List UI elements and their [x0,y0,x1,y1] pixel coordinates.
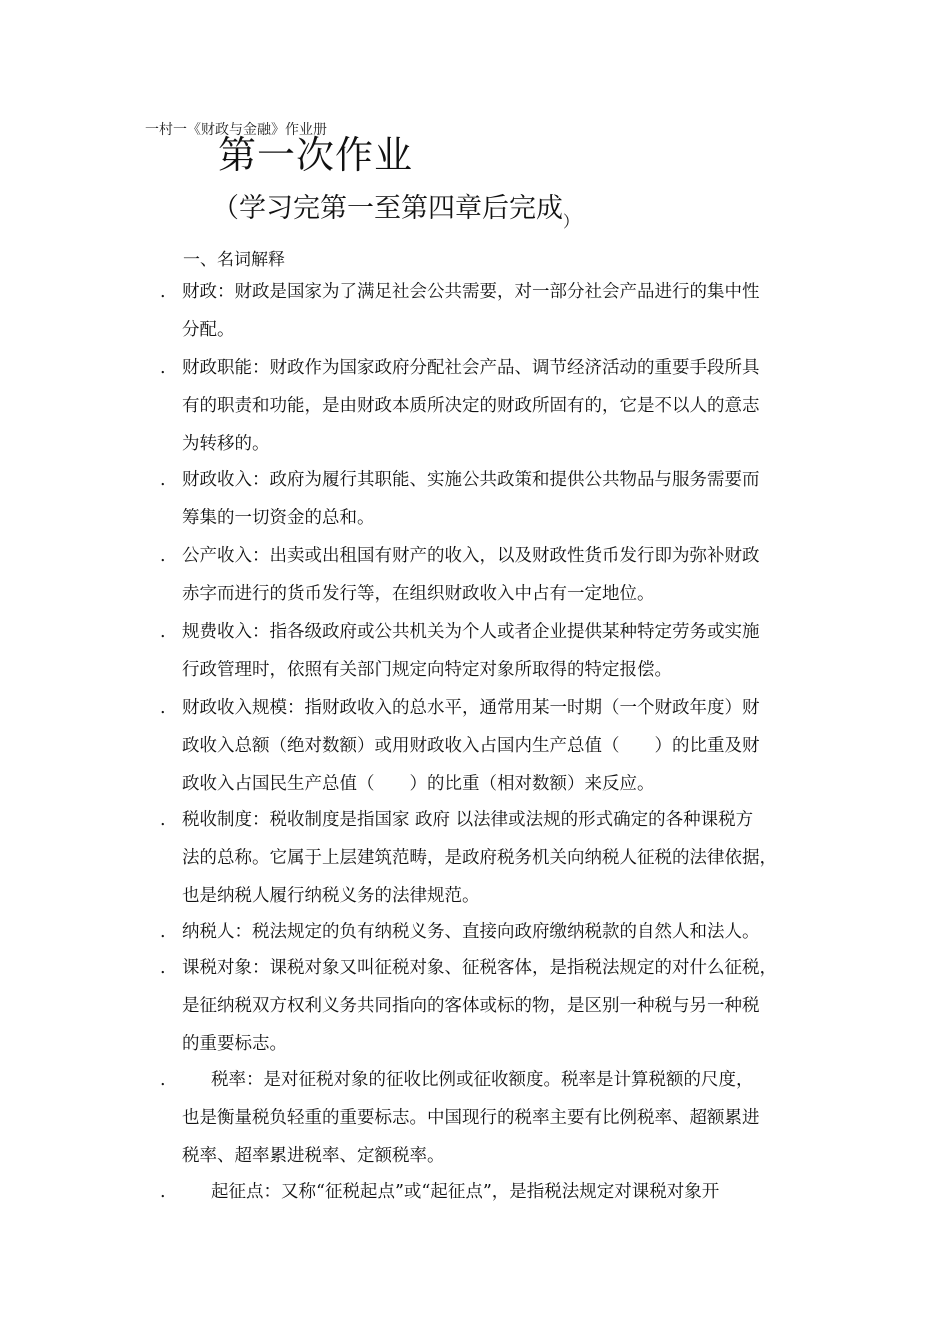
definition-line [160,846,810,884]
definition-entry [160,920,810,958]
bullet-dot: . [160,546,166,566]
definition-line [160,658,810,696]
definition-entry [160,356,810,470]
definition-text: 财政：财政是国家为了满足社会公共需要，对一部分社会产品进行的集中性 [182,282,760,302]
definition-text: 税率：是对征税对象的征收比例或征收额度。税率是计算税额的尺度， [211,1070,754,1090]
definition-line [160,808,810,846]
definition-text: 财政职能：财政作为国家政府分配社会产品、调节经济活动的重要手段所具 [182,358,760,378]
definition-entry [160,280,810,356]
definition-line [160,772,810,810]
page-subtitle [212,186,580,231]
definition-text: 课税对象：课税对象又叫征税对象、征税客体，是指税法规定的对什么征税， [182,958,777,978]
definition-line [160,920,810,958]
definition-line [160,1032,810,1070]
bullet-dot: . [160,1070,166,1090]
definition-text: 政收入占国民生产总值（ ）的比重（相对数额）来反应。 [182,774,655,794]
bullet-dot: . [160,282,166,302]
definition-entry [160,808,810,922]
definition-entry [160,956,810,1070]
bullet-dot: . [160,358,166,378]
definition-text: 的重要标志。 [182,1034,287,1054]
definition-line [160,356,810,394]
definition-text: 分配。 [182,320,235,340]
definition-text: 政收入总额（绝对数额）或用财政收入占国内生产总值（ ）的比重及财 [182,736,760,756]
definition-entry [160,1068,810,1182]
bullet-dot: . [160,470,166,490]
definition-line [160,994,810,1032]
definition-text: 起征点：又称“征税起点”或“起征点”，是指税法规定对课税对象开 [211,1182,720,1202]
definition-line [160,432,810,470]
definition-line [160,468,810,506]
definition-line [160,394,810,432]
running-header: 一村一《财政与金融》作业册 [145,122,327,138]
definition-line [160,280,810,318]
definition-entry [160,620,810,696]
bullet-dot: . [160,698,166,718]
definition-text: 财政收入：政府为履行其职能、实施公共政策和提供公共物品与服务需要而 [182,470,760,490]
definition-line [160,1180,810,1218]
definition-line [160,318,810,356]
definition-entry [160,544,810,620]
definition-text: 税率、超率累进税率、定额税率。 [182,1146,445,1166]
subtitle-close-paren: ） [563,212,580,231]
page-title: 第一次作业 [218,133,414,177]
definition-text: 行政管理时，依照有关部门规定向特定对象所取得的特定报偿。 [182,660,672,680]
definition-text: 也是衡量税负轻重的重要标志。中国现行的税率主要有比例税率、超额累进 [182,1108,760,1128]
bullet-dot: . [160,622,166,642]
definition-text: 有的职责和功能，是由财政本质所决定的财政所固有的，它是不以人的意志 [182,396,760,416]
definition-line [160,696,810,734]
definition-line [160,884,810,922]
definition-line [160,1068,810,1106]
definition-line [160,506,810,544]
definition-text: 公产收入：出卖或出租国有财产的收入，以及财政性货币发行即为弥补财政 [182,546,760,566]
definition-text: 规费收入：指各级政府或公共机关为个人或者企业提供某种特定劳务或实施 [182,622,760,642]
definition-text: 财政收入规模：指财政收入的总水平，通常用某一时期（一个财政年度）财 [182,698,760,718]
bullet-dot: . [160,922,166,942]
definition-text: 筹集的一切资金的总和。 [182,508,375,528]
definition-text: 纳税人：税法规定的负有纳税义务、直接向政府缴纳税款的自然人和法人。 [182,922,760,942]
definition-text: 税收制度：税收制度是指国家 政府 以法律或法规的形式确定的各种课税方 [182,810,754,830]
definition-line [160,734,810,772]
definition-entry [160,1180,810,1218]
definition-line [160,544,810,582]
definition-text: 法的总称。它属于上层建筑范畴，是政府税务机关向纳税人征税的法律依据， [182,848,777,868]
definition-text: 赤字而进行的货币发行等，在组织财政收入中占有一定地位。 [182,584,655,604]
definition-line [160,956,810,994]
definition-line [160,1144,810,1182]
bullet-dot: . [160,958,166,978]
definition-text: 也是纳税人履行纳税义务的法律规范。 [182,886,480,906]
bullet-dot: . [160,810,166,830]
definition-entry [160,696,810,810]
definition-text: 是征纳税双方权利义务共同指向的客体或标的物，是区别一种税与另一种税 [182,996,760,1016]
bullet-dot: . [160,1182,166,1202]
section-heading: 一、名词解释 [183,250,285,270]
subtitle-text: （学习完第一至第四章后完成 [212,193,563,224]
definition-line [160,582,810,620]
definition-entry [160,468,810,544]
definition-line [160,1106,810,1144]
definition-line [160,620,810,658]
definition-text: 为转移的。 [182,434,270,454]
